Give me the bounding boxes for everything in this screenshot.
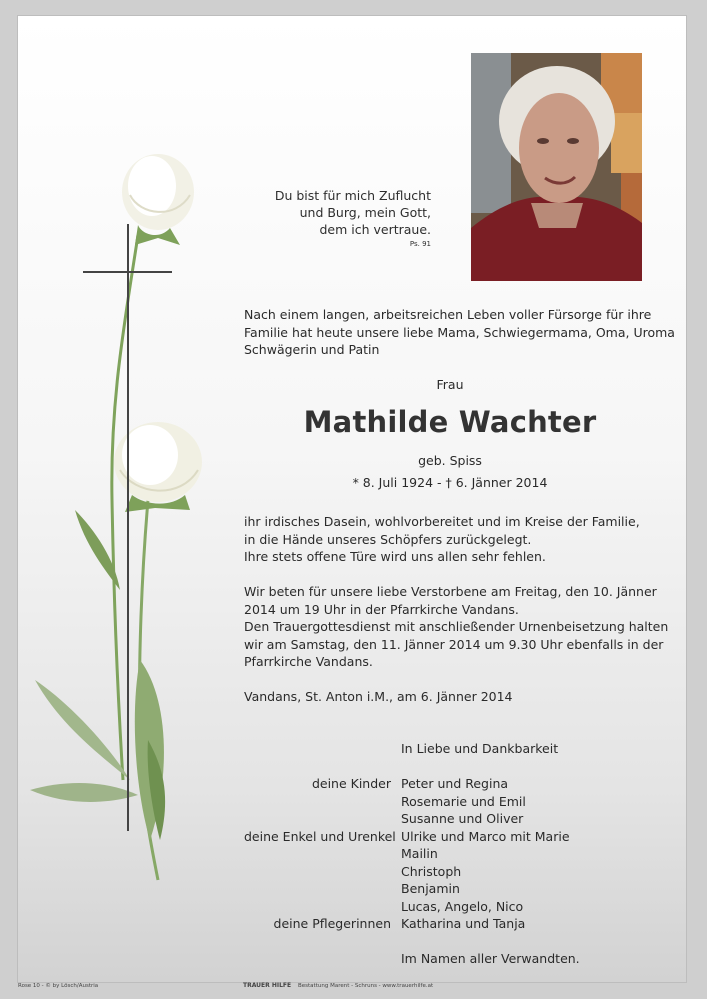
mourner-name: Lucas, Angelo, Nico [401,898,524,914]
body-line: wir am Samstag, den 11. Jänner 2014 um 9.30 Uhr ebenfalls in der [244,636,664,652]
body-line: Den Trauergottesdienst mit anschließender Urnenbeisetzung halten [244,619,669,634]
body-line: ihr irdisches Dasein, wohlvorbereitet und im Kreise der Familie, [244,514,640,529]
intro-line: Familie hat heute unsere liebe Mama, Schwiegermama, Oma, Uroma [244,324,675,340]
body-line: Pfarrkirche Vandans. [244,654,373,669]
psalm-line: Du bist für mich Zuflucht [274,188,431,203]
footer-company: Bestattung Marent - Schruns - www.trauerhilfe.at [298,983,434,989]
body-line: Wir beten für unsere liebe Verstorbene am Freitag, den 10. Jänner [244,584,657,599]
cross-icon [127,224,129,831]
psalm-line: und Burg, mein Gott, [299,205,431,220]
intro-line: Schwägerin und Patin [244,342,380,357]
intro-line: Nach einem langen, arbeitsreichen Leben voller Fürsorge für ihre [244,307,652,322]
white-rose-illustration [20,140,220,900]
body-line: in die Hände unseres Schöpfers zurückgelegt. [244,531,532,547]
mourner-name: Peter und Regina [401,776,509,791]
salutation: Frau [436,377,464,392]
carers-label: deine Pflegerinnen [273,916,391,931]
footer-copyright: Rose 10 - © by Lösch/Austria [18,983,99,989]
mourner-name: Ulrike und Marco mit Marie [401,828,570,844]
maiden-name: geb. Spiss [418,453,482,468]
mourner-name: Benjamin [401,881,460,896]
mourner-name: Katharina und Tanja [401,916,526,931]
place-date: Vandans, St. Anton i.M., am 6. Jänner 2014 [244,689,513,704]
life-dates: * 8. Juli 1924 - † 6. Jänner 2014 [352,475,548,490]
psalm-line: dem ich vertraue. [319,222,431,237]
mourner-name: Christoph [401,863,462,879]
signoff: Im Namen aller Verwandten. [401,951,580,966]
cross-icon-bar [83,271,172,273]
footer-brand: TRAUER HILFE [243,982,292,989]
grandchildren-label: deine Enkel und Urenkel [244,828,396,844]
body-line: Ihre stets offene Türe wird uns allen sehr fehlen. [244,549,546,564]
psalm-quote [211,187,431,250]
portrait-photo [471,53,642,281]
closing-line: In Liebe und Dankbarkeit [401,741,559,756]
mourner-name: Mailin [401,846,438,861]
deceased-name: Mathilde Wachter [303,405,597,439]
mourner-name: Rosemarie und Emil [401,793,526,809]
body-line: 2014 um 19 Uhr in der Pfarrkirche Vandans. [244,601,519,617]
mourner-name: Susanne und Oliver [401,811,524,826]
children-label: deine Kinder [311,776,391,791]
psalm-reference: Ps. 91 [409,240,431,248]
